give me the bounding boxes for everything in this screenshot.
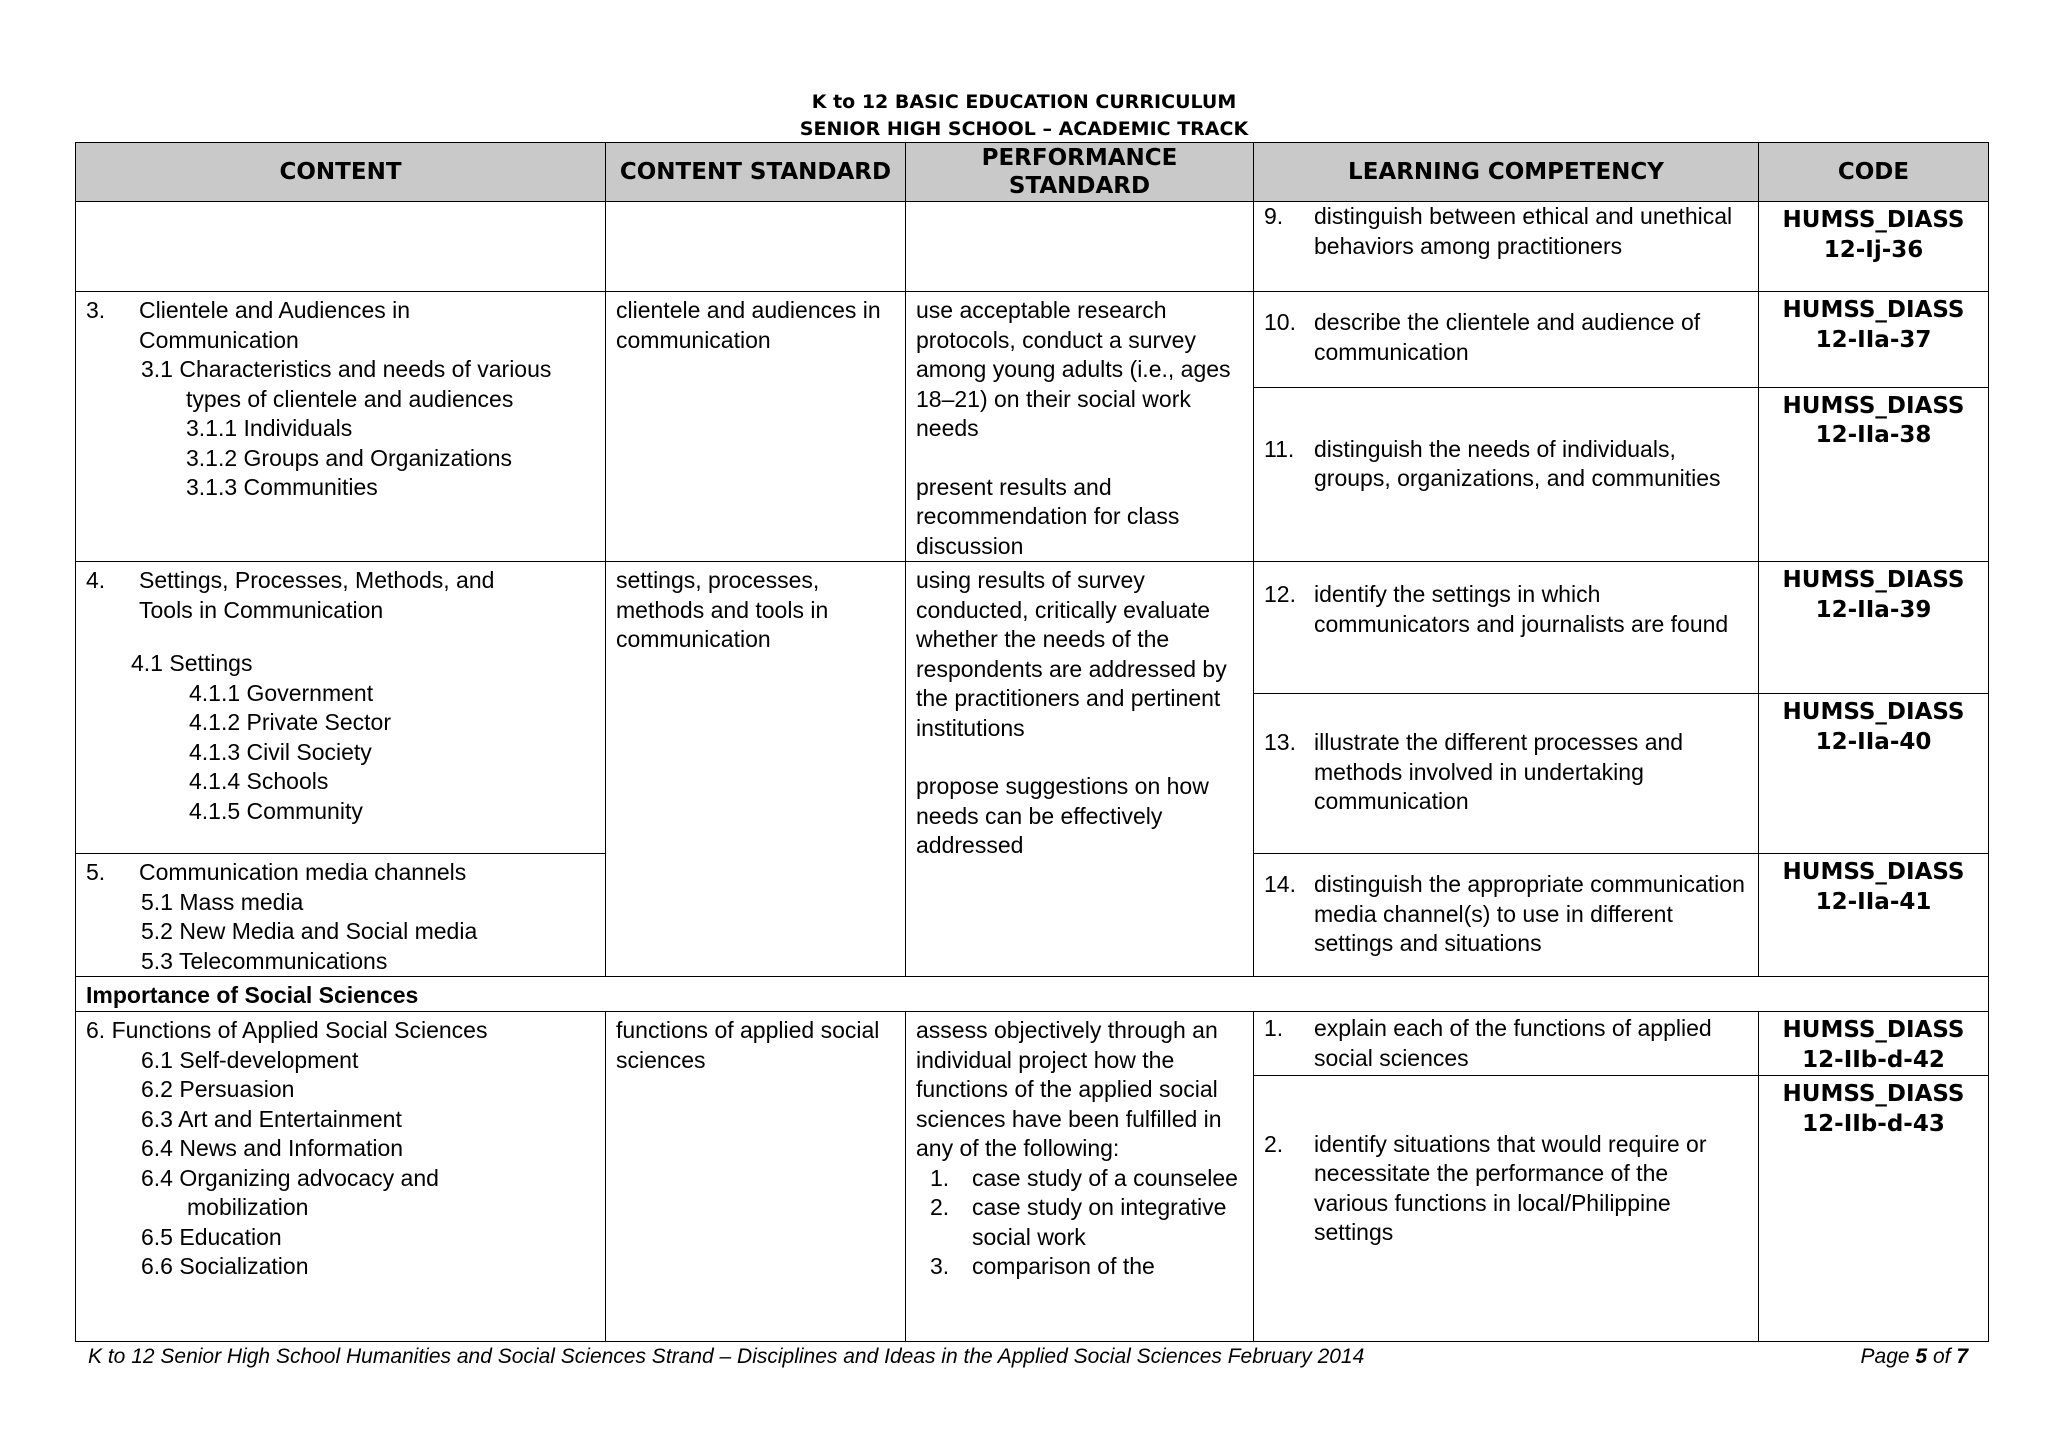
code-prefix: HUMSS_DIASS — [1782, 207, 1965, 233]
content-subtopic: 5.1 Mass media — [141, 888, 304, 915]
column-header-learning-competency: LEARNING COMPETENCY — [1254, 143, 1759, 202]
competency-text: illustrate the different processes and methods involved in undertaking communication — [1314, 729, 1684, 814]
column-header-content-standard: CONTENT STANDARD — [606, 143, 906, 202]
table-row — [76, 292, 1989, 388]
section-heading: Importance of Social Sciences — [76, 977, 1989, 1012]
content-subtopic: 6.1 Self-development — [141, 1046, 359, 1073]
content-subtopic-item: 4.1.1 Government — [189, 679, 374, 706]
code-id: 12-IIa-38 — [1815, 422, 1932, 449]
competency-number: 11. — [1264, 435, 1295, 462]
content-subtopic-item: 4.1.3 Civil Society — [189, 738, 372, 765]
code-prefix: HUMSS_DIASS — [1782, 392, 1965, 419]
performance-standard-cell — [906, 562, 1254, 977]
table-row — [76, 562, 1989, 694]
performance-standard-cell — [906, 1012, 1254, 1342]
competency-cell — [1254, 1076, 1759, 1342]
competency-number: 1. — [1264, 1015, 1284, 1041]
footer-document-info: K to 12 Senior High School Humanities and Social Sciences Strand – Disciplines and Ideas in the Applied Social Sciences February 2014 — [88, 1345, 1365, 1368]
content-cell — [76, 854, 606, 977]
column-header-code: CODE — [1759, 143, 1989, 202]
competency-number: 10. — [1264, 309, 1296, 335]
code-cell — [1759, 292, 1989, 388]
code-prefix: HUMSS_DIASS — [1782, 699, 1965, 725]
content-subtopic: 6.6 Socialization — [141, 1253, 309, 1279]
document-subtitle: SENIOR HIGH SCHOOL – ACADEMIC TRACK — [799, 118, 1249, 140]
competency-number: 2. — [1264, 1130, 1284, 1157]
code-id: 12-IIa-40 — [1815, 728, 1932, 755]
content-subtopic: 6.5 Education — [141, 1223, 282, 1250]
content-standard-cell — [606, 202, 906, 292]
list-item: 1. case study of a counselee — [930, 1164, 1238, 1191]
competency-cell — [1254, 1012, 1759, 1076]
list-item: 3. comparison of the — [930, 1253, 1155, 1279]
table-header-row — [76, 143, 1989, 202]
document-title: K to 12 BASIC EDUCATION CURRICULUM — [811, 91, 1237, 113]
code-cell — [1759, 1076, 1989, 1342]
performance-standard-text: using results of survey conducted, critically evaluate whether the needs of the respondents are addressed by the practitioners and pertinent institutions — [916, 567, 1227, 741]
column-header-content: CONTENT — [76, 143, 606, 202]
code-prefix: HUMSS_DIASS — [1782, 1081, 1965, 1107]
content-subtopic: 3.1 Characteristics and needs of various — [141, 356, 552, 382]
competency-cell — [1254, 292, 1759, 388]
competency-cell — [1254, 694, 1759, 854]
content-subtopic-cont: types of clientele and audiences — [186, 385, 514, 412]
competency-text: describe the clientele and audience of communication — [1314, 309, 1701, 365]
content-subtopic: 4.1 Settings — [131, 650, 253, 676]
code-prefix: HUMSS_DIASS — [1782, 297, 1965, 323]
content-title: 3. Clientele and Audiences in — [86, 297, 411, 323]
content-title-cont: Tools in Communication — [139, 596, 384, 623]
code-id: 12-IIa-41 — [1815, 888, 1932, 915]
code-cell — [1759, 562, 1989, 694]
code-prefix: HUMSS_DIASS — [1782, 567, 1965, 593]
code-cell — [1759, 1012, 1989, 1076]
table-row — [76, 1012, 1989, 1076]
code-id: 12-IIb-d-43 — [1802, 1110, 1945, 1137]
competency-cell — [1254, 202, 1759, 292]
code-cell — [1759, 854, 1989, 977]
content-title: 4. Settings, Processes, Methods, and — [86, 567, 495, 593]
performance-standard-text: assess objectively through an individual project how the functions of the applied social sciences have been fulfilled in any of the following: — [916, 1017, 1222, 1161]
content-subtopic: 5.2 New Media and Social media — [141, 918, 478, 944]
content-subtopic-cont: mobilization — [187, 1194, 309, 1220]
code-id: 12-IIb-d-42 — [1802, 1046, 1945, 1073]
competency-text: explain each of the functions of applied social sciences — [1314, 1015, 1712, 1071]
column-header-performance-standard: PERFORMANCE STANDARD — [906, 143, 1254, 202]
performance-standard-cell — [906, 292, 1254, 562]
content-subtopic-item: 4.1.5 Community — [189, 797, 363, 824]
list-item: 2. case study on integrative social work — [930, 1194, 1227, 1250]
content-subtopic: 6.4 News and Information — [141, 1135, 404, 1161]
content-cell — [76, 562, 606, 854]
code-cell — [1759, 387, 1989, 561]
content-title: 6. Functions of Applied Social Sciences — [86, 1017, 488, 1043]
competency-text: distinguish between ethical and unethical behaviors among practitioners — [1314, 203, 1733, 259]
content-subtopic-item: 3.1.2 Groups and Organizations — [186, 444, 513, 471]
code-id: 12-Ij-36 — [1823, 236, 1924, 263]
content-cell — [76, 292, 606, 562]
code-prefix: HUMSS_DIASS — [1782, 1017, 1965, 1043]
competency-cell — [1254, 854, 1759, 977]
page-number: Page 5 of 7 — [1860, 1345, 1968, 1368]
competency-number: 14. — [1264, 871, 1296, 897]
content-subtopic-item: 3.1.3 Communities — [186, 474, 378, 500]
performance-standard-cell — [906, 202, 1254, 292]
table-row — [76, 202, 1989, 292]
code-prefix: HUMSS_DIASS — [1782, 859, 1965, 885]
competency-text: distinguish the appropriate communication media channel(s) to use in different settings and situations — [1314, 871, 1745, 956]
performance-standard-list — [916, 1164, 1243, 1282]
code-id: 12-IIa-39 — [1815, 596, 1932, 623]
content-subtopic-item: 4.1.2 Private Sector — [189, 709, 391, 735]
content-cell — [76, 202, 606, 292]
performance-standard-text: use acceptable research protocols, conduct a survey among young adults (i.e., ages 18–21) on their social work needs — [916, 297, 1231, 441]
content-subtopic: 6.4 Organizing advocacy and — [141, 1164, 439, 1191]
content-standard-cell: settings, processes, methods and tools in communication — [606, 562, 906, 977]
competency-number: 12. — [1264, 581, 1296, 607]
competency-cell — [1254, 562, 1759, 694]
performance-standard-text: present results and recommendation for class discussion — [916, 473, 1180, 559]
content-title: 5. Communication media channels — [86, 859, 467, 885]
content-subtopic: 6.3 Art and Entertainment — [141, 1105, 402, 1132]
competency-text: identify situations that would require or necessitate the performance of the various functions in local/Philippine settings — [1314, 1130, 1707, 1245]
content-subtopic-item: 3.1.1 Individuals — [186, 415, 353, 441]
competency-number: 13. — [1264, 729, 1296, 755]
competency-number: 9. — [1264, 203, 1284, 229]
competency-text: distinguish the needs of individuals, groups, organizations, and communities — [1314, 435, 1721, 492]
content-subtopic: 6.2 Persuasion — [141, 1076, 295, 1102]
code-id: 12-IIa-37 — [1815, 326, 1932, 353]
content-cell — [76, 1012, 606, 1342]
competency-text: identify the settings in which communicators and journalists are found — [1314, 581, 1729, 637]
content-subtopic-item: 4.1.4 Schools — [189, 768, 329, 794]
competency-cell — [1254, 387, 1759, 561]
code-cell — [1759, 202, 1989, 292]
performance-standard-text: propose suggestions on how needs can be effectively addressed — [916, 773, 1209, 858]
content-standard-cell: clientele and audiences in communication — [606, 292, 906, 562]
content-subtopic: 5.3 Telecommunications — [141, 947, 388, 974]
code-cell — [1759, 694, 1989, 854]
content-standard-cell: functions of applied social sciences — [606, 1012, 906, 1342]
section-row — [76, 977, 1989, 1012]
content-title-cont: Communication — [139, 326, 299, 353]
curriculum-table — [75, 142, 1989, 1342]
